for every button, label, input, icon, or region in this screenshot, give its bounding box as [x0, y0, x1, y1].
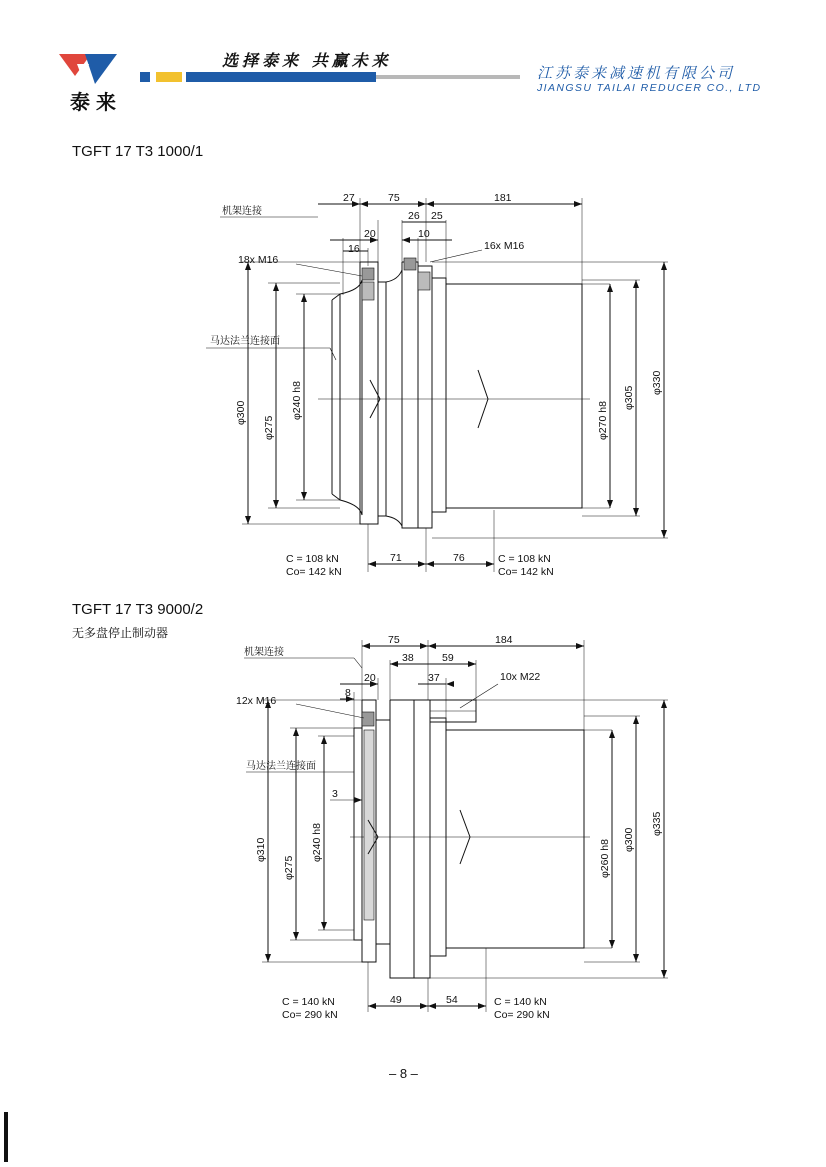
- d1-dim-75: 75: [388, 192, 400, 204]
- logo-text: 泰来: [70, 90, 122, 114]
- d2-load-right-co: Co= 290 kN: [494, 1009, 550, 1021]
- drawing2-title: TGFT 17 T3 9000/2: [72, 601, 204, 618]
- d1-dim-71: 71: [390, 552, 402, 564]
- d1-load-right-c: C = 108 kN: [498, 553, 551, 565]
- d1-dia-305: φ305: [623, 385, 635, 410]
- d1-motor-label: 马达法兰连接面: [210, 336, 280, 347]
- d1-dim-76: 76: [453, 552, 465, 564]
- d1-dia-275: φ275: [263, 415, 275, 440]
- d2-load-right-c: C = 140 kN: [494, 996, 547, 1008]
- d2-dim-37: 37: [428, 672, 440, 684]
- company-name-cn: 江苏泰来减速机有限公司: [537, 64, 736, 82]
- d2-dim-75: 75: [388, 634, 400, 646]
- d1-dia-300: φ300: [235, 400, 247, 425]
- d2-dim-20: 20: [364, 672, 376, 684]
- d1-load-left-c: C = 108 kN: [286, 553, 339, 565]
- d1-dim-26: 26: [408, 210, 420, 222]
- d2-dim-54: 54: [446, 994, 458, 1006]
- d1-dia-240: φ240 h8: [291, 381, 303, 420]
- drawing2-subtitle: 无多盘停止制动器: [72, 626, 169, 640]
- d1-load-left-co: Co= 142 kN: [286, 566, 342, 578]
- d2-dia-335: φ335: [651, 811, 663, 836]
- d2-dim-184: 184: [495, 634, 513, 646]
- d2-frame-label: 机架连接: [244, 647, 284, 658]
- d2-dia-300: φ300: [623, 827, 635, 852]
- d1-dim-25: 25: [431, 210, 443, 222]
- d1-load-right-co: Co= 142 kN: [498, 566, 554, 578]
- drawing1-title: TGFT 17 T3 1000/1: [72, 143, 204, 160]
- d2-dim-38: 38: [402, 652, 414, 664]
- d2-dia-260: φ260 h8: [599, 839, 611, 878]
- d2-dia-275: φ275: [283, 855, 295, 880]
- d1-dim-27: 27: [343, 192, 355, 204]
- d1-dim-20: 20: [364, 228, 376, 240]
- d1-dim-181: 181: [494, 192, 512, 204]
- d2-dia-240: φ240 h8: [311, 823, 323, 862]
- d2-bolts-right: 10x M22: [500, 671, 541, 683]
- d2-bolts-left: 12x M16: [236, 695, 277, 707]
- page-number: – 8 –: [389, 1066, 418, 1081]
- d1-bolts-right: 16x M16: [484, 240, 525, 252]
- d1-dim-16: 16: [348, 243, 360, 255]
- d2-dim-49: 49: [390, 994, 402, 1006]
- d2-dia-310: φ310: [255, 837, 267, 862]
- slogan: 选择泰来 共赢未来: [222, 51, 392, 70]
- d2-dim-8: 8: [345, 687, 351, 699]
- binding-mark: [4, 1112, 8, 1162]
- d2-motor-label: 马达法兰连接面: [246, 761, 316, 772]
- d1-dia-270: φ270 h8: [597, 401, 609, 440]
- d1-dim-10: 10: [418, 228, 430, 240]
- d2-load-left-c: C = 140 kN: [282, 996, 335, 1008]
- d2-dim-59: 59: [442, 652, 454, 664]
- d2-dim-3: 3: [332, 788, 338, 800]
- d2-load-left-co: Co= 290 kN: [282, 1009, 338, 1021]
- company-name-en: JIANGSU TAILAI REDUCER CO., LTD: [537, 82, 762, 94]
- d1-frame-label: 机架连接: [222, 206, 262, 217]
- d1-bolts-left: 18x M16: [238, 254, 279, 266]
- d1-dia-330: φ330: [651, 370, 663, 395]
